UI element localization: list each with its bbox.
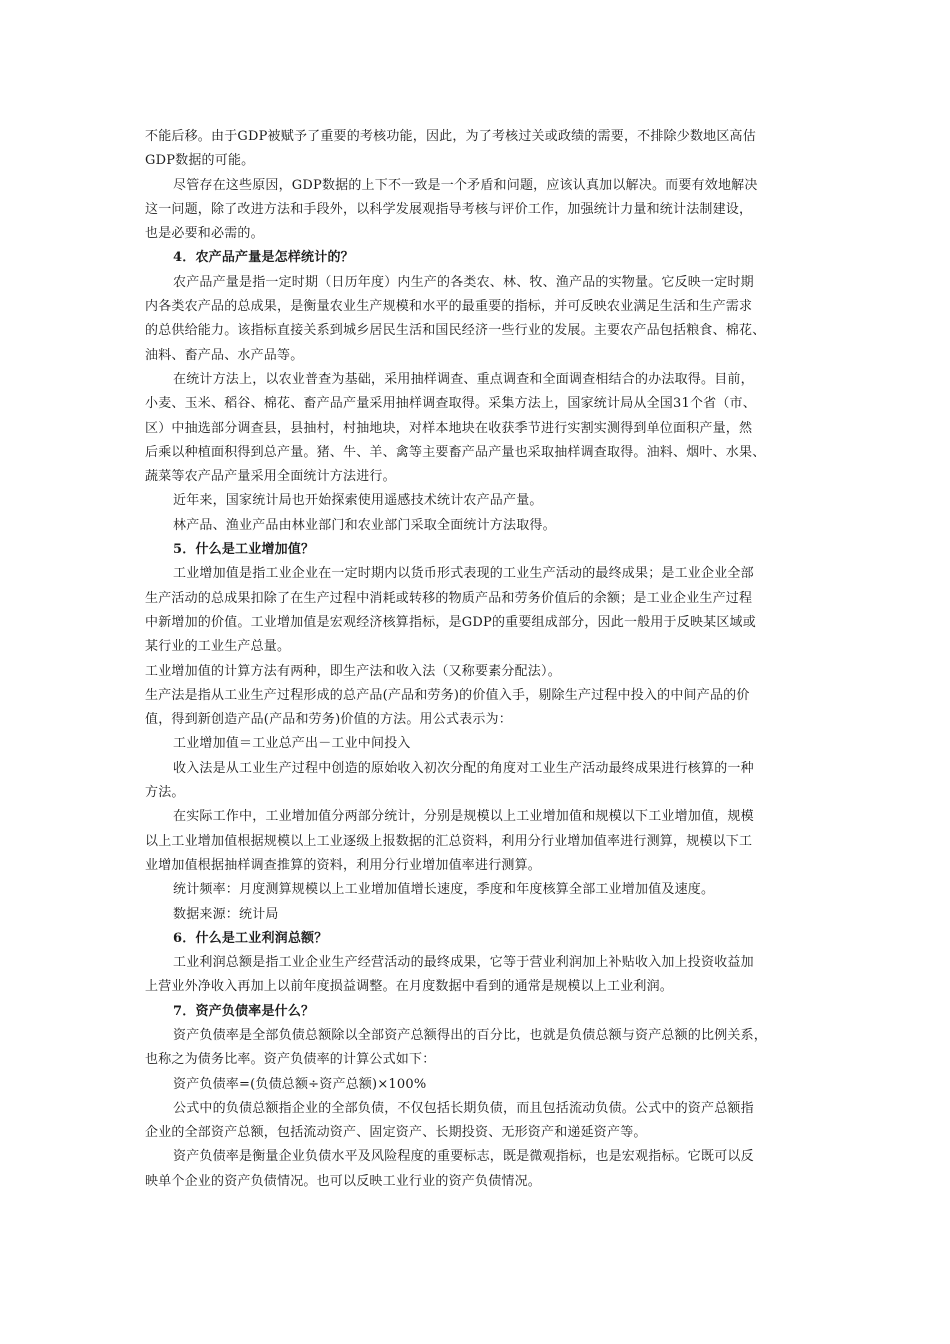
text-line: 农产品产量是指一定时期（日历年度）内生产的各类农、林、牧、渔产品的实物量。它反映一定时期 [173, 274, 754, 290]
text-line: 收入法是从工业生产过程中创造的原始收入初次分配的角度对工业生产活动最终成果进行核算的一种 [173, 760, 754, 776]
text-line: 的总供给能力。该指标直接关系到城乡居民生活和国民经济一些行业的发展。主要农产品包括粮食、棉花、 [145, 323, 766, 339]
text-line: GDP数据的可能。 [145, 153, 255, 169]
text-line: 映单个企业的资产负债情况。也可以反映工业行业的资产负债情况。 [145, 1173, 542, 1189]
text-line: 也是必要和必需的。 [145, 226, 264, 242]
text-line: 资产负债率是衡量企业负债水平及风险程度的重要标志，既是微观指标，也是宏观指标。它既可以反 [173, 1149, 754, 1165]
text-line: 工业增加值的计算方法有两种，即生产法和收入法（又称要素分配法）。 [145, 663, 561, 679]
section-heading: 5．什么是工业增加值？ [173, 542, 315, 558]
text-line: 油料、畜产品、水产品等。 [145, 347, 304, 363]
text-line: 在统计方法上，以农业普查为基础，采用抽样调查、重点调查和全面调查相结合的办法取得。目前， [173, 371, 754, 387]
section-heading: 6．什么是工业利润总额？ [173, 930, 328, 946]
text-line: 中新增加的价值。工业增加值是宏观经济核算指标，是GDP的重要组成部分，因此一般用于反映某区域或 [145, 614, 756, 630]
text-line: 林产品、渔业产品由林业部门和农业部门采取全面统计方法取得。 [173, 517, 556, 533]
text-line: 在实际工作中，工业增加值分两部分统计，分别是规模以上工业增加值和规模以下工业增加值，规模 [173, 809, 754, 825]
text-line: 小麦、玉米、稻谷、棉花、畜产品产量采用抽样调查取得。采集方法上，国家统计局从全国31个省（市、 [145, 396, 756, 412]
text-line: 资产负债率是全部负债总额除以全部资产总额得出的百分比，也就是负债总额与资产总额的比例关系， [173, 1027, 768, 1043]
text-line: 蔬菜等农产品产量采用全面统计方法进行。 [145, 469, 396, 485]
text-line: 统计频率：月度测算规模以上工业增加值增长速度，季度和年度核算全部工业增加值及速度。 [173, 882, 715, 898]
text-line: 不能后移。由于GDP被赋予了重要的考核功能，因此，为了考核过关或政绩的需要，不排除少数地区高估 [145, 129, 756, 144]
text-line: 值，得到新创造产品(产品和劳务)价值的方法。用公式表示为： [145, 712, 512, 728]
text-line: 区）中抽选部分调查县，县抽村，村抽地块，对样本地块在收获季节进行实割实测得到单位面积产量，然 [145, 420, 753, 436]
text-line: 也称之为债务比率。资产负债率的计算公式如下： [145, 1052, 436, 1068]
section-heading: 4．农产品产量是怎样统计的？ [173, 250, 354, 266]
text-line: 生产法是指从工业生产过程形成的总产品(产品和劳务)的价值入手，剔除生产过程中投入的中间产品的价 [145, 687, 750, 703]
text-line: 工业增加值＝工业总产出－工业中间投入 [173, 736, 411, 752]
document-page [145, 125, 811, 1194]
text-line: 后乘以种植面积得到总产量。猪、牛、羊、禽等主要畜产品产量也采取抽样调查取得。油料、烟叶、水果、 [145, 444, 766, 460]
text-line: 内各类农产品的总成果，是衡量农业生产规模和水平的最重要的指标，并可反映农业满足生活和生产需求 [145, 299, 753, 315]
text-line: 工业利润总额是指工业企业生产经营活动的最终成果，它等于营业利润加上补贴收入加上投资收益加 [173, 955, 754, 971]
text-line: 企业的全部资产总额，包括流动资产、固定资产、长期投资、无形资产和递延资产等。 [145, 1125, 647, 1141]
text-line: 尽管存在这些原因，GDP数据的上下不一致是一个矛盾和问题，应该认真加以解决。而要有效地解决 [173, 177, 758, 193]
section-heading: 7．资产负债率是什么？ [173, 1003, 315, 1019]
text-line: 以上工业增加值根据规模以上工业逐级上报数据的汇总资料，利用分行业增加值率进行测算，规模以下工 [145, 833, 753, 849]
text-line: 工业增加值是指工业企业在一定时期内以货币形式表现的工业生产活动的最终成果；是工业企业全部 [173, 566, 754, 582]
text-line: 某行业的工业生产总量。 [145, 639, 291, 655]
text-line: 资产负债率=(负债总额÷资产总额)×100% [173, 1076, 427, 1092]
text-line: 方法。 [145, 785, 185, 801]
text-line: 上营业外净收入再加上以前年度损益调整。在月度数据中看到的通常是规模以上工业利润。 [145, 979, 674, 995]
text-line: 业增加值根据抽样调查推算的资料，利用分行业增加值率进行测算。 [145, 857, 542, 873]
text-line: 公式中的负债总额指企业的全部负债，不仅包括长期负债，而且包括流动负债。公式中的资产总额指 [173, 1100, 754, 1116]
text-line: 近年来，国家统计局也开始探索使用遥感技术统计农产品产量。 [173, 493, 543, 509]
text-line: 生产活动的总成果扣除了在生产过程中消耗或转移的物质产品和劳务价值后的余额；是工业企业生产过程 [145, 590, 753, 606]
text-line: 数据来源：统计局 [173, 906, 279, 922]
text-line: 这一问题，除了改进方法和手段外，以科学发展观指导考核与评价工作，加强统计力量和统计法制建设， [145, 201, 753, 217]
